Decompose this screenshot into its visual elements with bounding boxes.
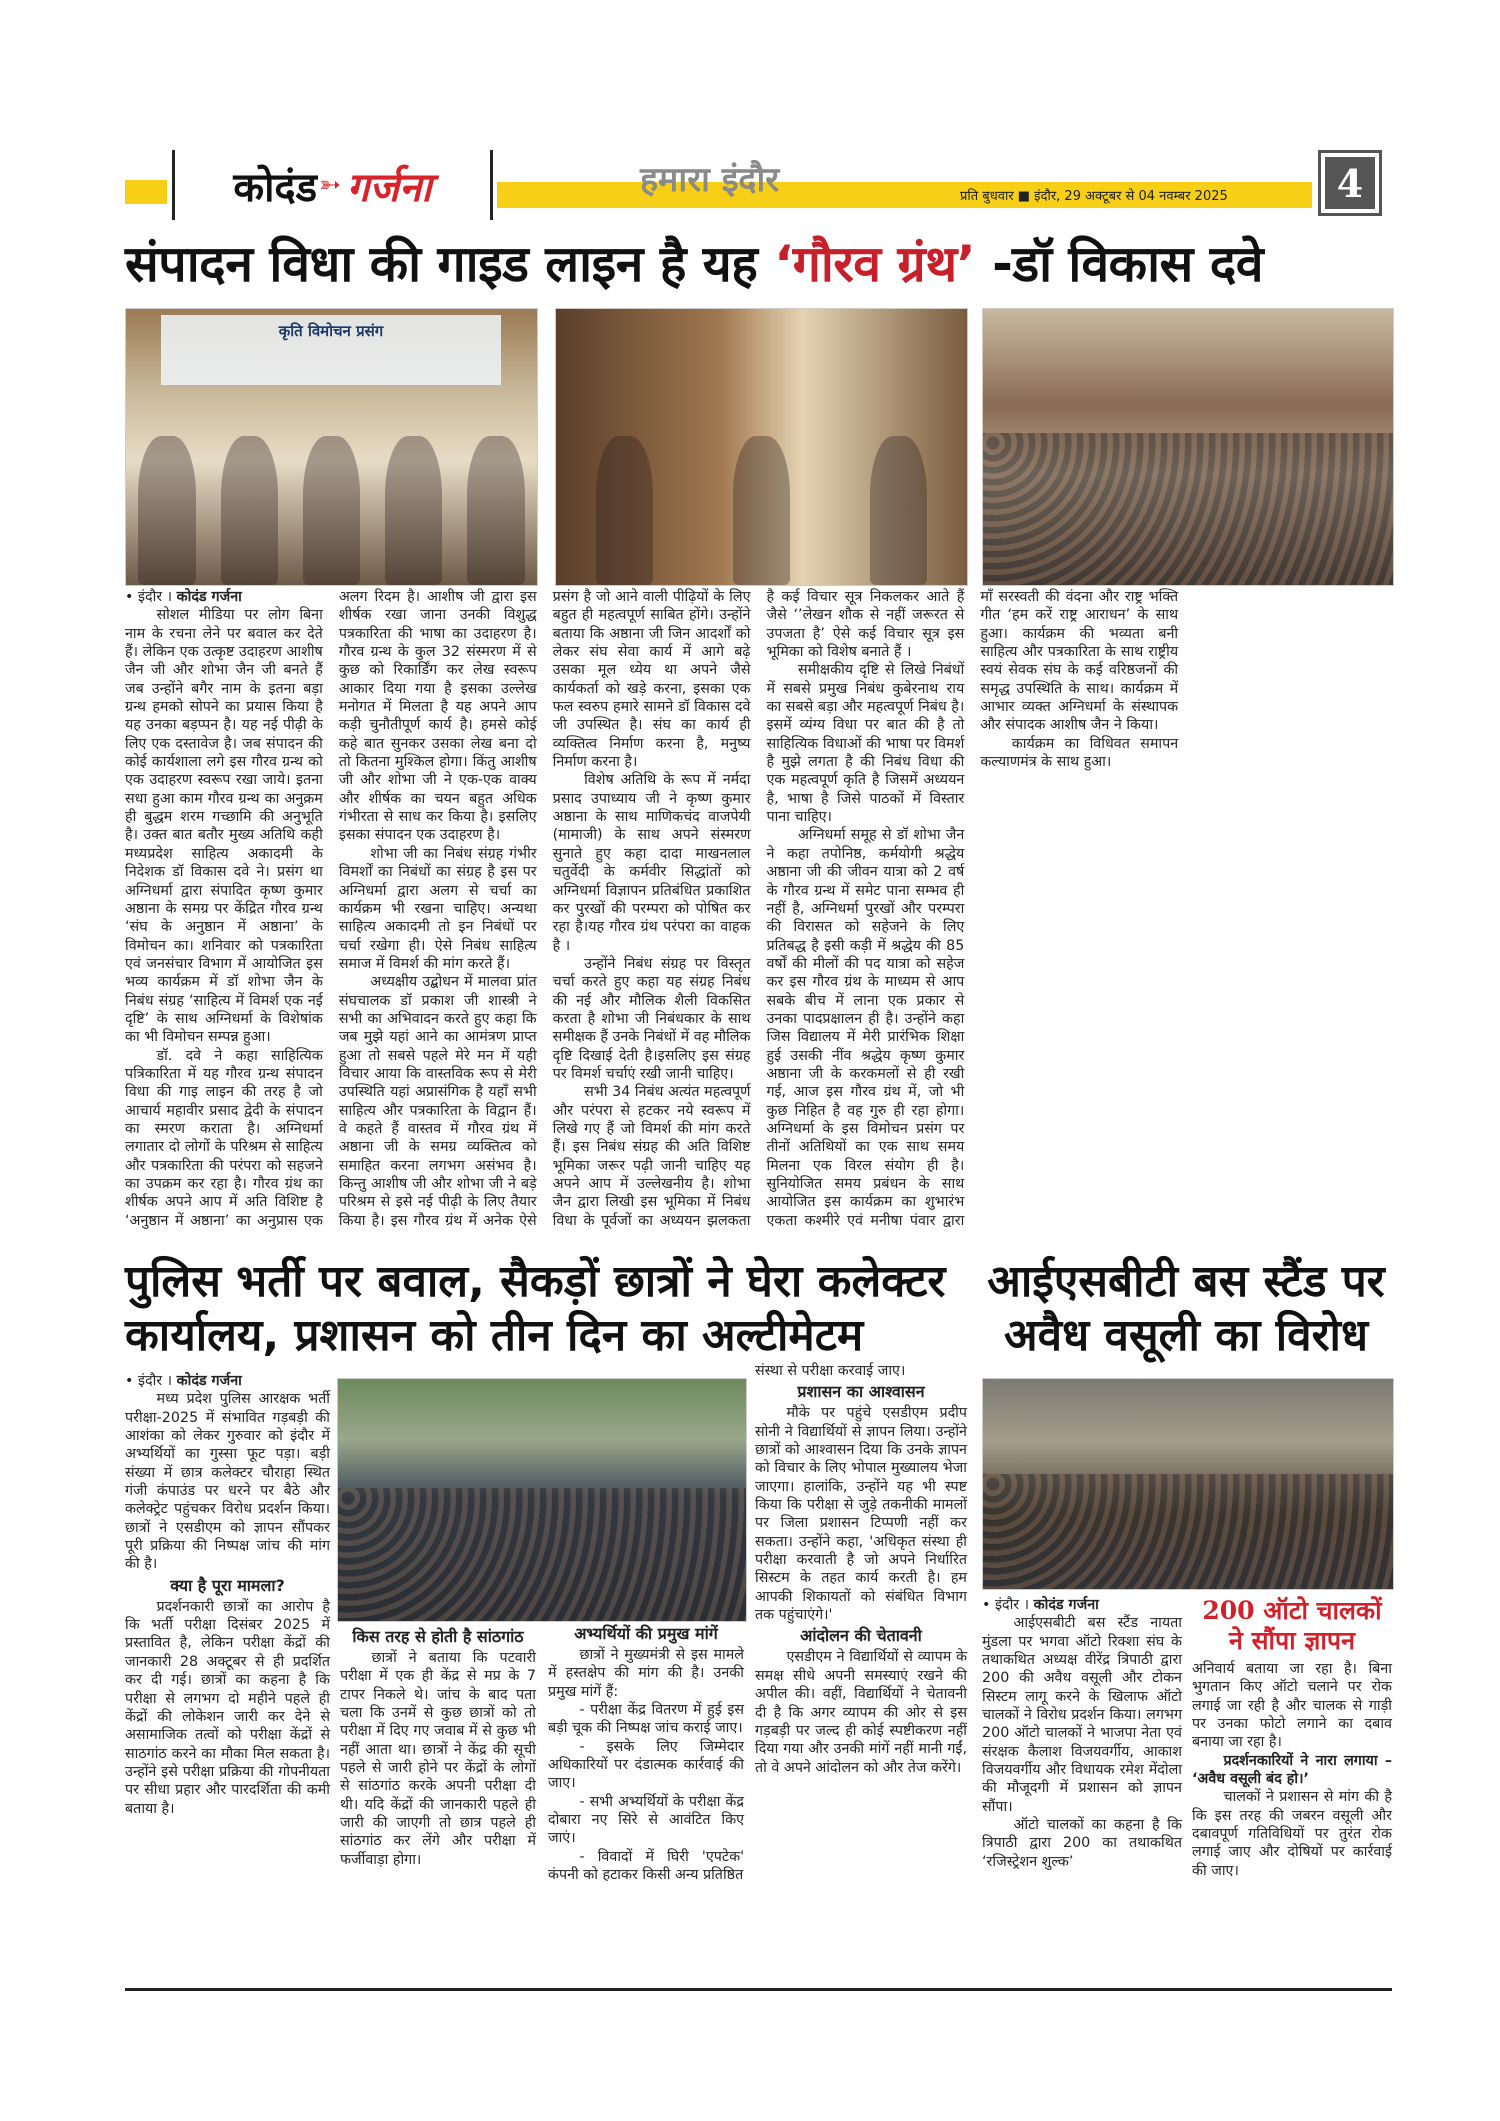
page-number-box [1318, 150, 1382, 216]
story3-column-1 [982, 1596, 1182, 1871]
story3-red-subheading: 200 ऑटो चालकों ने सौंपा ज्ञापन [1202, 1596, 1382, 1655]
paragraph: छात्रों ने बताया कि पटवारी परीक्षा में एक ही केंद्र से मप्र के 7 टापर निकले थे। जांच के बाद पता चला कि उनमें से कुछ छात्रों को तो परीक्षा में दिए गए जवाब में से कुछ भी नहीं आता था। छात्रों ने केंद्र की सूची पहले से जारी होने पर केंद्रों के लोगों से सांठगांठ करके अपनी परीक्षा दी थी। यदि केंद्रों की जानकारी पहले ही जारी की जाएगी तो छात्र पहले ही सांठगांठ कर लेंगे और परीक्षा में फर्जीवाड़ा होगा। [340, 1650, 536, 1868]
paragraph: मौके पर पहुंचे एसडीएम प्रदीप सोनी ने विद्यार्थियों से ज्ञापन लिया। उन्होंने छात्रों को आश्वासन दिया कि उनके ज्ञापन को विचार के लिए भोपाल मुख्यालय भेजा जाएगा। हालांकि, उन्होंने यह भी स्पष्ट किया कि परीक्षा से जुड़े तकनीकी मामलों पर जिला प्रशासन टिप्पणी नहीं कर सकता। उन्होंने कहा, 'अधिकृत संस्था ही परीक्षा करवाती है जो अपने निर्धारित सिस्टम के तहत कार्य करती है। हम आपकी शिकायतों को संबंधित विभाग तक पहुंचाएंगे।' [755, 1405, 967, 1624]
logo-text-kodand: कोदंड [233, 164, 318, 211]
paragraph: एसडीएम ने विद्यार्थियों से व्यापम के समक्ष सीधे अपनी समस्याएं रखने की अपील की। वहीं, विद्यार्थियों ने चेतावनी दी है कि अगर व्यापम की ओर से इस गड़बड़ी पर जल्द ही कोई स्पष्टीकरण नहीं दिया गया और उनकी मांगें नहीं मानी गईं, तो वे अपने आंदोलन को और तेज करेंगे। [755, 1649, 967, 1776]
paragraph: समीक्षकीय दृष्टि से लिखे निबंधों में सबसे प्रमुख निबंध कुबेरनाथ राय का सबसे बड़ा और महत्वपूर्ण निबंध है। इसमें व्यंग्य विधा पर बात की है तो साहित्यिक विधाओं की भाषा पर विमर्श है मुझे लगता है की निबंध विधा की एक महत्वपूर्ण कृति है जिसमें अध्ययन है, भाषा है जिसे पाठकों में विस्तार पाना चाहिए। [766, 662, 965, 826]
paragraph: सभी 34 निबंध अत्यंत महत्वपूर्ण और परंपरा से हटकर नये स्वरूप में लिखे गए हैं जो विमर्श की मांग करते हैं। इस निबंध संग्रह की अति विशिष्ट भूमिका जरूर पढ़ी जानी चाहिए यह अपने आप में उल्लेखनीय है। शोभा जैन द्वारा लिखी इस भूमिका में निबंध विधा के पूर्वजों का अध्ययन झलकता है कई विचार सूत्र निकलकर आते हैं जैसे ‘’लेखन शौक से नहीं जरूरत से उपजता है’ ऐसे कई विचार सूत्र इस भूमिका को विशेष बनाते हैं । [552, 589, 965, 1229]
photo-plant-felicitation [555, 308, 968, 586]
section-title: हमारा इंदौर [640, 160, 780, 200]
page-number: 4 [1325, 157, 1375, 209]
story2-column-1 [125, 1372, 330, 1818]
headline-line: पुलिस भर्ती पर बवाल, सैकड़ों छात्रों ने घेरा कलेक्टर [125, 1256, 946, 1307]
headline-highlight: ‘गौरव ग्रंथ’ [774, 235, 976, 293]
headline-part: -डॉ विकास दवे [975, 235, 1264, 293]
paragraph: प्रदर्शनकारी छात्रों का आरोप है कि भर्ती परीक्षा दिसंबर 2025 में प्रस्तावित है, लेकिन परीक्षा केंद्रों की जानकारी 28 अक्टूबर से ही प्रदर्शित कर दी गई। छात्रों का कहना है कि परीक्षा से लगभग दो महीने पहले ही केंद्रों की लोकेशन जारी कर देने से असामाजिक तत्वों को परीक्षा केंद्रों से साठगांठ करने का मौका मिल सकता है। उन्होंने इसे परीक्षा प्रक्रिया की गोपनीयता पर सीधा प्रहार और पारदर्शिता की कमी बताया है। [125, 1598, 330, 1817]
dateline-place: • इंदौर । [125, 1373, 177, 1389]
story2-headline [125, 1255, 965, 1363]
paragraph: अध्यक्षीय उद्बोधन में मालवा प्रांत संघचालक डॉ प्रकाश जी शास्त्री ने सभी का अभिवादन करते हुए कहा कि जब मुझे यहां आने का आमंत्रण प्राप्त हुआ तो सबसे पहले मेरे मन में यही विचार आया कि वास्तविक रूप से मेरी उपस्थिति यहां अप्रासंगिक है यहाँ सभी साहित्य और पत्रकारिता के विद्वान हैं। वे कहते हैं वास्तव में गौरव ग्रंथ में अष्ठाना जी के समग्र व्यक्तित्व को समाहित करना लगभग असंभव है।किन्तु आशीष जी और शोभा जी ने बड़े परिश्रम से इसे नई पीढ़ी के लिए तैयार किया है। इस गौरव ग्रंथ में अनेक ऐसे प्रसंग है जो आने वाली पीढ़ियों के लिए बहुत ही महत्वपूर्ण साबित होंगे। उन्होंने बताया कि अष्ठाना जी जिन आदर्शों को लेकर संघ सेवा कार्य में आगे बढ़े उसका मूल ध्येय था अपने जैसे कार्यकर्ता को खड़े करना, इसका एक फल स्वरुप हमारे सामने डॉ विकास दवे जी उपस्थित है। संघ का कार्य ही व्यक्तित्व निर्माण करना है, मनुष्य निर्माण करना है। [338, 589, 751, 1229]
subheading: आंदोलन की चेतावनी [800, 1626, 922, 1646]
paragraph: कार्यक्रम का विधिवत समापन कल्याणमंत्र के साथ हुआ। [980, 735, 1179, 771]
story2-column-4 [755, 1362, 967, 1777]
arrow-icon: ➳ [319, 170, 341, 200]
page-bottom-rule [125, 1988, 1392, 1991]
paragraph: चालकों ने प्रशासन से मांग की है कि इस तरह की जबरन वसूली और दबावपूर्ण गतिविधियों पर तुरंत रोक लगाई जाए और दोषियों पर कार्रवाई की जाए। [1192, 1789, 1392, 1879]
paragraph: ऑटो चालकों का कहना है कि त्रिपाठी द्वारा 200 का तथाकथित ‘रजिस्ट्रेशन शुल्क’ [982, 1817, 1182, 1870]
story3-headline [980, 1255, 1392, 1363]
demand-item: - सभी अभ्यर्थियों के परीक्षा केंद्र दोबारा नए सिरे से आवंटित किए जाएं। [548, 1793, 744, 1847]
story2-column-3 [548, 1622, 744, 1884]
photo-book-launch [125, 308, 538, 586]
dateline-source: कोदंड गर्जना [176, 589, 242, 605]
masthead-accent-left [125, 180, 167, 204]
subheading: किस तरह से होती है सांठगांठ [352, 1627, 524, 1646]
newspaper-logo [172, 150, 493, 220]
paragraph: सोशल मीडिया पर लोग बिना नाम के रचना लेने पर बवाल कर देते हैं। लेकिन एक उत्कृष्ट उदाहरण आशीष जैन जी और शोभा जैन जी बनते हैं जब उन्होंने बगैर नाम के इतना बड़ा ग्रन्थ हमको सोपने का प्रयास किया है यह उनका बड़प्पन है। यह नई पीढ़ी के लिए एक दस्तावेज है। जब संपादन की कोई कार्यशाला लगे इस गौरव ग्रन्थ को एक उदाहरण स्वरूप रखा जाये। इतना सधा हुआ काम गौरव ग्रन्थ का अनुक्रम ही बुद्धम शरम गच्छामि की अनुभूति है। उक्त बात बतौर मुख्य अतिथि कही मध्यप्रदेश साहित्य अकादमी के निदेशक डॉ विकास दवे ने। प्रसंग था अग्निधर्मा द्वारा संपादित कृष्ण कुमार अष्ठाना के समग्र पर केंद्रित गौरव ग्रन्थ ‘संघ के अनुष्ठान में अष्ठाना’ के विमोचन का। शनिवार को पत्रकारिता एवं जनसंचार विभाग में आयोजित इस भव्य कार्यक्रम में डॉ शोभा जैन के निबंध संग्रह ‘साहित्य में विमर्श एक नई दृष्टि’ के साथ अग्निधर्मा के विशेषांक का भी विमोचन सम्पन्न हुआ। [125, 607, 323, 1046]
dateline-place: • इंदौर । [125, 589, 177, 605]
subheading: अभ्यर्थियों की प्रमुख मांगें [574, 1624, 718, 1643]
paragraph: उन्होंने निबंध संग्रह पर विस्तृत चर्चा करते हुए कहा यह संग्रह निबंध की नई और मौलिक शैली विकसित करता है शोभा जी निबंधकार के साथ समीक्षक हैं उनके निबंधों में वह मौलिक दृष्टि दिखाई देती है।इसलिए इस संग्रह पर विमर्श चर्चाएं रखी जानी चाहिए। [552, 955, 751, 1082]
paragraph: शोभा जी का निबंध संग्रह गंभीर विमर्शों का निबंधों का संग्रह है इस पर अग्निधर्मा द्वारा अलग से चर्चा का कार्यक्रम भी रखना चाहिए। अन्यथा साहित्य अकादमी तो इन निबंधों पर चर्चा रखेगा ही। ऐसे निबंध साहित्य समाज में विमर्श की मांग करते हैं। [338, 845, 537, 972]
photo-banner: कृति विमोचन प्रसंग [161, 315, 501, 385]
dateline-source: कोदंड गर्जना [1033, 1597, 1099, 1613]
subheading: प्रशासन का आश्वासन [797, 1382, 925, 1402]
paragraph: संस्था से परीक्षा करवाई जाए। [755, 1363, 906, 1379]
paragraph: डॉ. दवे ने कहा साहित्यिक पत्रिकारिता में यह गौरव ग्रन्थ संपादन विधा की गाइ लाइन की तरह है जो आचार्य महावीर प्रसाद द्वेदी के संपादन का स्मरण कराता है। अग्निधर्मा लगातार दो लोगों के परिश्रम से साहित्य और पत्रकारिता की परंपरा को सहजने का उपक्रम कर रहा है। गौरव ग्रंथ का शीर्षक अपने आप में अति विशिष्ट है ‘अनुष्ठान में अष्ठाना’ का अनुप्रास एक अलग रिदम है। आशीष जी द्वारा इस शीर्षक रखा जाना उनकी विशुद्ध पत्रकारिता की भाषा का उदाहरण है। गौरव ग्रन्थ के कुल 32 संस्मरण में से कुछ को रिकार्डिंग कर लेख स्वरूप आकार दिया गया है इसका उल्लेख मनोगत में मिलता है यह अपने आप कड़ी चुनौतीपूर्ण कार्य है। हमसे कोई कहे बात सुनकर उसका लेख बना दो तो कितना मुश्किल होगा। किंतु आशीष जी और शोभा जी ने एक-एक वाक्य और शीर्षक का चयन बहुत अधिक गंभीरता से साध कर किया है। इसलिए इसका संपादन एक उदाहरण है। [125, 589, 537, 1229]
logo-text-garjana: गर्जना [346, 164, 432, 211]
paragraph: मध्य प्रदेश पुलिस आरक्षक भर्ती परीक्षा-2025 में संभावित गड़बड़ी की आशंका को लेकर गुरुवार को इंदौर में अभ्यर्थियों का गुस्सा फूट पड़ा। बड़ी संख्या में छात्र कलेक्टर चौराहा स्थित गंजी कंपाउंड पर धरने पर बैठे और कलेक्ट्रेट पहुंचकर विरोध प्रदर्शन किया। छात्रों ने एसडीएम को ज्ञापन सौंपकर पूरी प्रक्रिया की निष्पक्ष जांच की मांग की है। [125, 1391, 330, 1573]
paragraph: अग्निधर्मा समूह से डॉ शोभा जैन ने कहा तपोनिष्ठ, कर्मयोगी श्रद्धेय अष्ठाना जी की जीवन यात्रा को 2 वर्ष के गौरव ग्रन्थ में समेट पाना सम्भव ही नहीं है, अग्निधर्मा पुरखों और परम्परा की विरासत को सहेजने के लिए प्रतिबद्ध है इसी कड़ी में श्रद्धेय की 85 वर्षों की मीलों की पद यात्रा को सहेज कर इस गौरव ग्रंथ के माध्यम से आप सबके बीच में लाना एक प्रकार से उनका पादप्रक्षालन ही है। उन्होंने कहा जिस विद्यालय में मेरी प्रारंभिक शिक्षा हुई उसकी नींव श्रद्धेय कृष्ण कुमार अष्ठाना जी के करकमलों से ही रखी गई, आज इस गौरव ग्रंथ में, जो भी कुछ निहित है वह गुरु ही रहा होगा। अग्निधर्मा के इस विमोचन प्रसंग पर तीनों अतिथियों का एक साथ समय मिलना एक विरल संयोग ही है। सुनियोजित समय प्रबंधन के साथ आयोजित इस कार्यक्रम का शुभारंभ एकता कश्मीरे एवं मनीषा पंवार द्वारा माँ सरस्वती की वंदना और राष्ट्र भक्ति गीत ‘हम करें राष्ट्र आराधन’ के साथ हुआ। कार्यक्रम की भव्यता बनी साहित्य और पत्रकारिता के साथ राष्ट्रीय स्वयं सेवक संघ के कई वरिष्ठजनों की समृद्ध उपस्थिति के साथ। कार्यक्रम में आभार व्यक्त अग्निधर्मा के संस्थापक और संपादक आशीष जैन ने किया। [766, 589, 1179, 1229]
demand-item: - परीक्षा केंद्र वितरण में हुई इस बड़ी चूक की निष्पक्ष जांच कराई जाए। [548, 1702, 744, 1737]
demand-item: - इसके लिए जिम्मेदार अधिकारियों पर दंडात्मक कार्रवाई की जाए। [548, 1738, 744, 1792]
dateline-source: कोदंड गर्जना [176, 1373, 242, 1389]
story1-headline [125, 228, 1392, 296]
story1-dateline [125, 588, 323, 606]
story3-dateline [982, 1596, 1182, 1614]
issue-dateline: प्रति बुधवार ■ इंदौर, 29 अक्टूबर से 04 नवम्बर 2025 [960, 189, 1228, 204]
paragraph: आईएसबीटी बस स्टैंड नायता मुंडला पर भगवा ऑटो रिक्शा संघ के तथाकथित अध्यक्ष वीरेंद्र त्रिपाठी द्वारा 200 की अवैध वसूली और टोकन सिस्टम लागू करने के खिलाफ ऑटो चालकों ने विरोध प्रदर्शन किया। लगभग 200 ऑटो चालकों ने भाजपा नेता एवं संरक्षक कैलाश विजयवर्गीय, आकाश विजयवर्गीय और विधायक रमेश मेंदोला की मौजूदगी में प्रशासन को ज्ञापन सौंपा। [982, 1615, 1182, 1815]
story3-column-2 [1192, 1596, 1392, 1880]
story1-body [125, 588, 1392, 1248]
headline-line: अवैध वसूली का विरोध [1003, 1310, 1369, 1361]
story2-column-2 [340, 1625, 536, 1869]
photo-student-protest [337, 1378, 747, 1622]
dateline-place: • इंदौर । [982, 1597, 1034, 1613]
slogan-paragraph: प्रदर्शनकारियों ने नारा लगाया – ‘अवैध वसूली बंद हो।’ [1192, 1752, 1392, 1788]
story2-dateline [125, 1372, 330, 1390]
headline-line: आईएसबीटी बस स्टैंड पर [987, 1256, 1385, 1307]
photo-auto-drivers [982, 1378, 1394, 1590]
headline-line: कार्यालय, प्रशासन को तीन दिन का अल्टीमेटम [125, 1310, 864, 1361]
paragraph: विशेष अतिथि के रूप में नर्मदा प्रसाद उपाध्याय जी ने कृष्ण कुमार अष्ठाना के साथ माणिकचंद वाजपेयी (मामाजी) के साथ अपने संस्मरण सुनाते हुए कहा दादा माखनलाल चतुर्वेदी के कर्मवीर सिद्धांतों को अग्निधर्मा विज्ञापन प्रतिबंधित प्रकाशित कर पुरखों की परम्परा को पोषित कर रहा है।यह गौरव ग्रंथ परंपरा का वाहक है । [552, 772, 751, 954]
demand-item: - विवादों में घिरी 'एपटेक' कंपनी को हटाकर किसी अन्य प्रतिष्ठित [548, 1848, 744, 1884]
subheading: क्या है पूरा मामला? [170, 1575, 285, 1595]
paragraph: अनिवार्य बताया जा रहा है। बिना भुगतान किए ऑटो चलाने पर रोक लगाई जा रही है और चालक से गाड़ी पर उनका फोटो लगाने का दबाव बनाया जा रहा है। [1192, 1661, 1392, 1751]
headline-part: संपादन विधा की गाइड लाइन है यह [125, 235, 775, 293]
photo-audience [982, 308, 1394, 586]
paragraph: छात्रों ने मुख्यमंत्री से इस मामले में हस्तक्षेप की मांग की है। उनकी प्रमुख मांगें हैं: [548, 1647, 744, 1700]
